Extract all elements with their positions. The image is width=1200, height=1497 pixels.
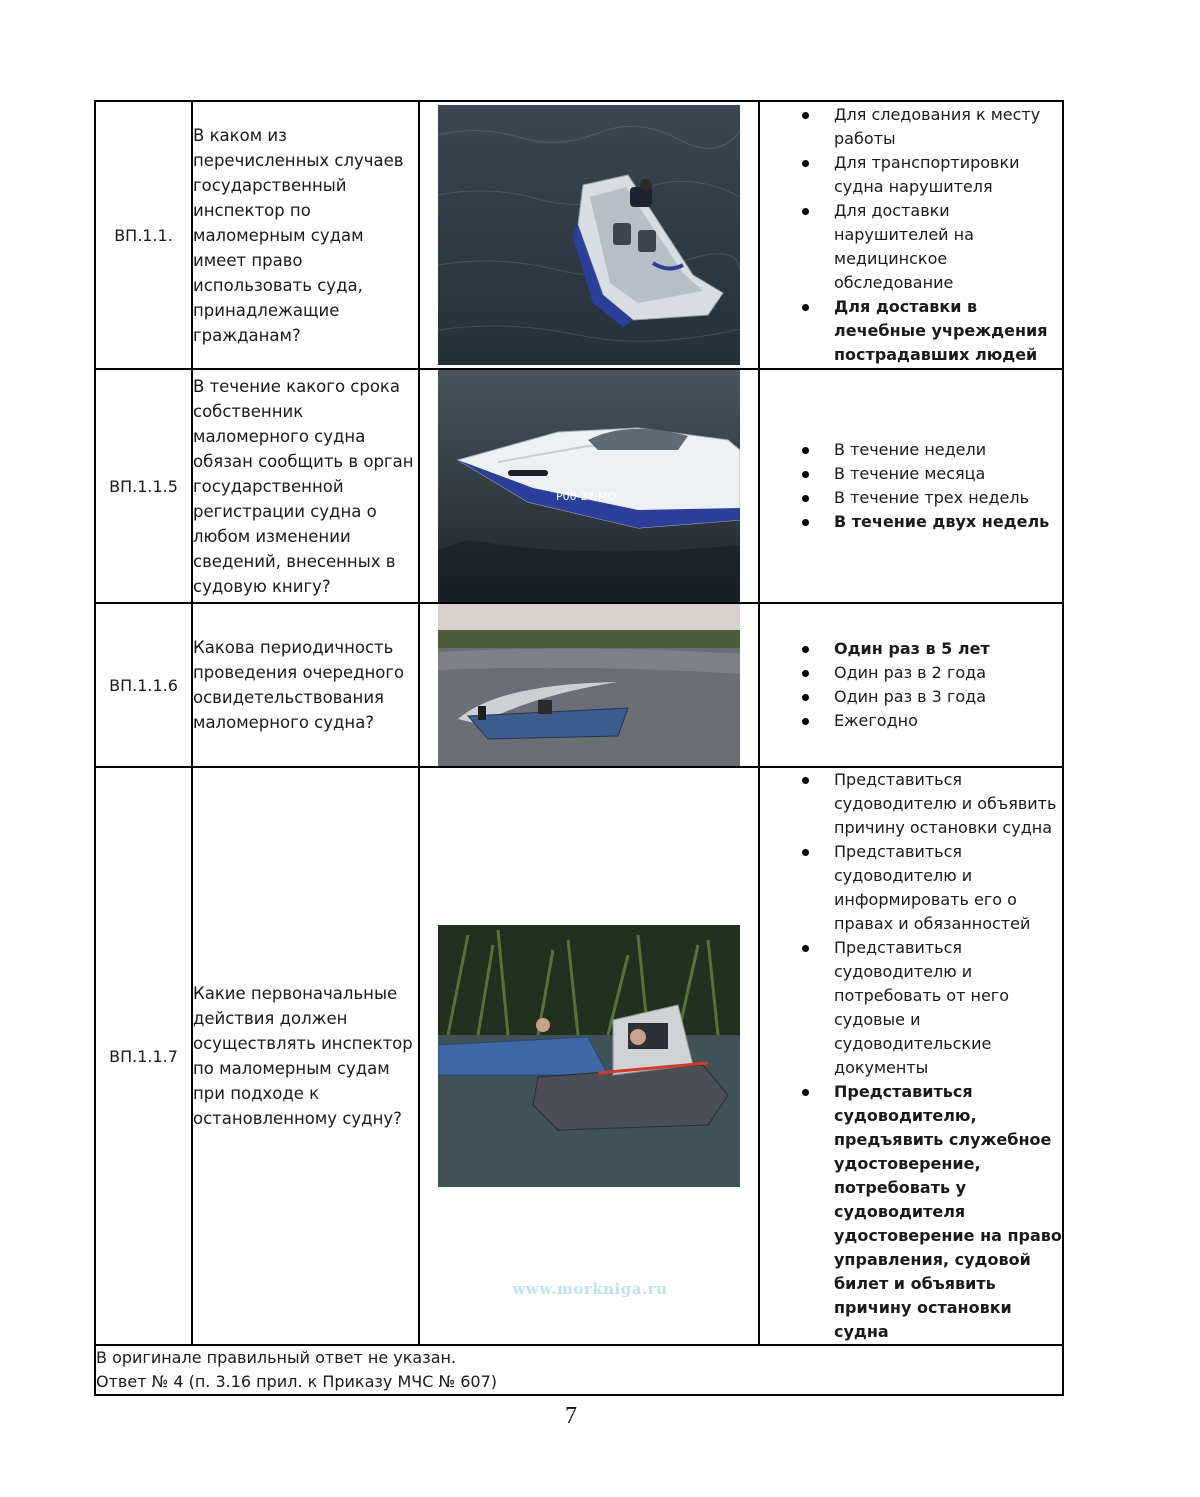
bullet-icon: [802, 646, 809, 653]
bullet-icon: [802, 694, 809, 701]
answer-text: Представиться судоводителю и объявить причину остановки судна: [834, 770, 1057, 837]
answer-text: Для следования к месту работы: [834, 105, 1041, 148]
answers-cell: [759, 603, 1063, 767]
picture-cell: [419, 603, 759, 767]
page-number: 7: [565, 1403, 577, 1429]
bullet-icon: [802, 495, 809, 502]
answer-option-correct: [760, 1080, 1062, 1344]
answer-option-correct: [760, 637, 1062, 661]
picture-cell: [419, 101, 759, 369]
answer-text: В течение недели: [834, 440, 987, 459]
answer-option: [760, 199, 1062, 295]
table-row: [95, 767, 1063, 1345]
question-text: Какова периодичность проведения очередного освидетельствования маломерного судна?: [192, 603, 419, 767]
bullet-icon: [802, 1089, 809, 1096]
answer-list: [760, 637, 1062, 733]
answer-list: [760, 103, 1062, 367]
bullet-icon: [802, 670, 809, 677]
answer-text: Представиться судоводителю, предъявить служебное удостоверение, потребовать у судоводителя удостоверение на право управления, судовой билет и объявить причину остановки судна: [834, 1082, 1062, 1341]
bullet-icon: [802, 718, 809, 725]
answer-text: Для транспортировки судна нарушителя: [834, 153, 1020, 196]
answer-option: [760, 486, 1062, 510]
speedboat-photo: [438, 105, 740, 365]
question-text: В течение какого срока собственник маломерного судна обязан сообщить в орган государственной регистрации судна о любом изменении сведений, внесенных в судовую книгу?: [192, 369, 419, 603]
answer-option: [760, 840, 1062, 936]
note-line: Ответ № 4 (п. 3.16 прил. к Приказу МЧС № 607): [96, 1372, 497, 1391]
note-cell: [95, 1345, 1063, 1395]
question-code: ВП.1.1.6: [95, 603, 192, 767]
bullet-icon: [802, 112, 809, 119]
answer-option: [760, 103, 1062, 151]
picture-cell: [419, 369, 759, 603]
answer-list: [760, 438, 1062, 534]
answer-text: Представиться судоводителю и потребовать от него судовые и судоводительские документы: [834, 938, 1009, 1077]
answer-text: Ежегодно: [834, 711, 918, 730]
inspection-boat-photo: [438, 925, 740, 1187]
bullet-icon: [802, 208, 809, 215]
answer-text: Один раз в 5 лет: [834, 639, 990, 658]
answer-option-correct: [760, 510, 1062, 534]
answers-cell: [759, 767, 1063, 1345]
question-code: ВП.1.1.7: [95, 767, 192, 1345]
answer-text: Один раз в 3 года: [834, 687, 986, 706]
answer-option: [760, 936, 1062, 1080]
note-row: [95, 1345, 1063, 1395]
question-text: Какие первоначальные действия должен осуществлять инспектор по маломерным судам при подходе к остановленному судну?: [192, 767, 419, 1345]
answer-option: [760, 151, 1062, 199]
answers-cell: [759, 369, 1063, 603]
answer-text: В течение двух недель: [834, 512, 1050, 531]
picture-cell: [419, 767, 759, 1345]
cabin-cruiser-photo: [438, 370, 740, 602]
note-line: В оригинале правильный ответ не указан.: [96, 1348, 457, 1367]
bullet-icon: [802, 471, 809, 478]
bullet-icon: [802, 945, 809, 952]
answer-option: [760, 685, 1062, 709]
answer-option-correct: [760, 295, 1062, 367]
motorboat-river-photo: [438, 604, 740, 766]
table-row: [95, 101, 1063, 369]
bullet-icon: [802, 304, 809, 311]
registration-plate: Р00-24 МО: [556, 490, 617, 503]
answer-option: [760, 768, 1062, 840]
table-row: [95, 603, 1063, 767]
bullet-icon: [802, 849, 809, 856]
answer-text: В течение трех недель: [834, 488, 1030, 507]
question-code: ВП.1.1.: [95, 101, 192, 369]
watermark: www.morkniga.ru: [512, 1280, 668, 1298]
bullet-icon: [802, 519, 809, 526]
answer-list: [760, 768, 1062, 1344]
answers-cell: [759, 101, 1063, 369]
answer-text: Представиться судоводителю и информировать его о правах и обязанностей: [834, 842, 1031, 933]
answer-option: [760, 709, 1062, 733]
answer-text: Для доставки в лечебные учреждения пострадавших людей: [834, 297, 1048, 364]
answer-text: Для доставки нарушителей на медицинское обследование: [834, 201, 974, 292]
answer-text: В течение месяца: [834, 464, 986, 483]
answer-text: Один раз в 2 года: [834, 663, 986, 682]
bullet-icon: [802, 160, 809, 167]
answer-option: [760, 661, 1062, 685]
bullet-icon: [802, 447, 809, 454]
question-text: В каком из перечисленных случаев государственный инспектор по маломерным судам имеет право использовать суда, принадлежащие гражданам?: [192, 101, 419, 369]
bullet-icon: [802, 777, 809, 784]
questions-table: [94, 100, 1064, 1396]
question-code: ВП.1.1.5: [95, 369, 192, 603]
table-row: [95, 369, 1063, 603]
answer-option: [760, 438, 1062, 462]
answer-option: [760, 462, 1062, 486]
